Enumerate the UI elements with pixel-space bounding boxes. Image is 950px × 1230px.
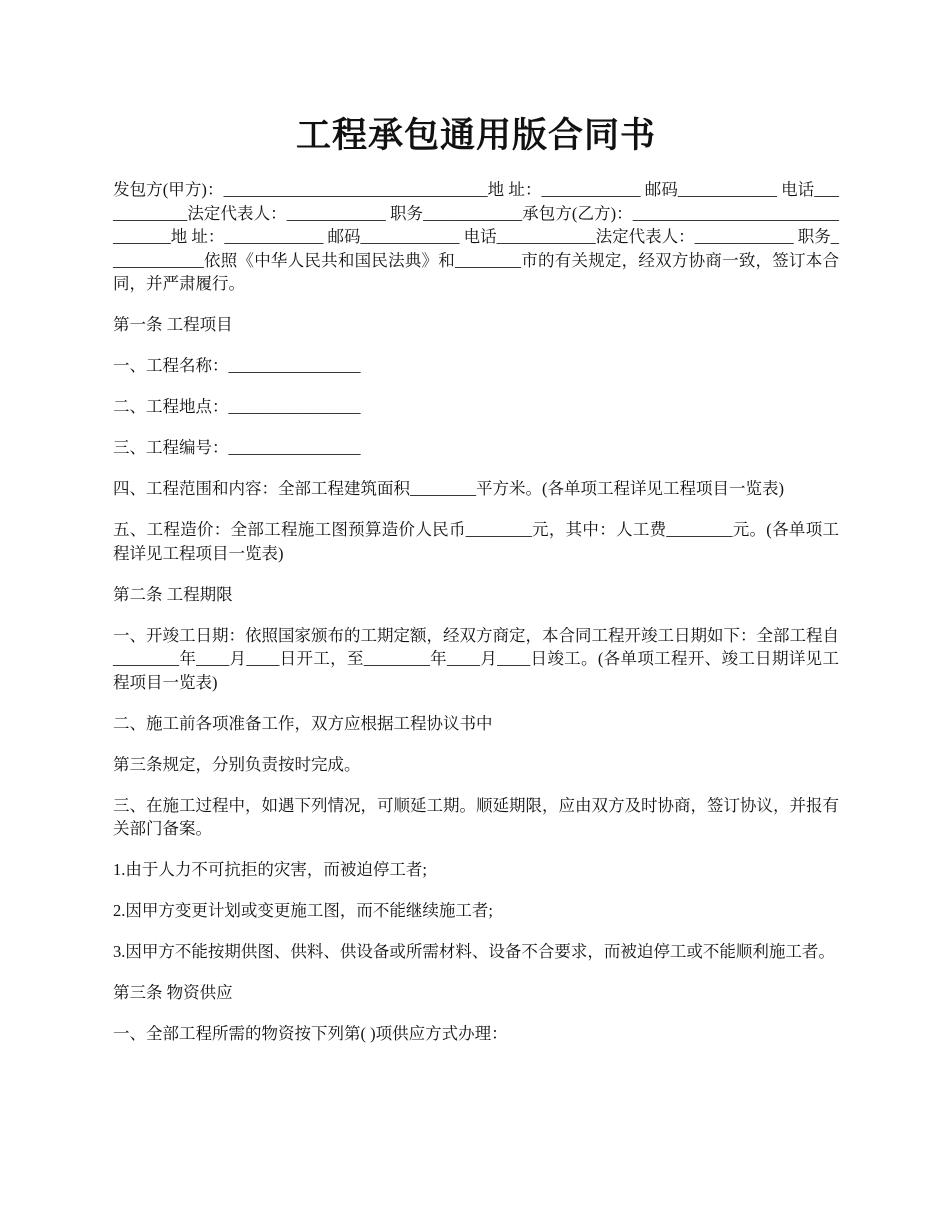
list-item: 1.由于人力不可抗拒的灾害，而被迫停工者; <box>113 860 427 879</box>
clause-paragraph: 第三条规定，分别负责按时完成。 <box>113 754 361 774</box>
clause-paragraph: 三、在施工过程中，如遇下列情况，可顺延工期。顺延期限，应由双方及时协商，签订协议，并报有关部门备案。 <box>113 795 839 838</box>
clause-paragraph: 一、全部工程所需的物资按下列第( )项供应方式办理： <box>113 1024 508 1043</box>
document-title: 工程承包通用版合同书 <box>295 116 656 155</box>
clause-paragraph: 一、开竣工日期：依照国家颁布的工期定额，经双方商定，本合同工程开竣工日期如下：全部工程自________年____月____日开工，至________年____月____日竣工。(各单项工程开、竣工日期详见工程项目一览表) <box>113 625 839 692</box>
clause-paragraph: 四、工程范围和内容：全部工程建筑面积________平方米。(各单项工程详见工程项目一览表) <box>113 479 784 498</box>
document-body <box>113 178 839 1063</box>
clause-paragraph: 二、工程地点：________________ <box>113 397 361 416</box>
list-item: 2.因甲方变更计划或变更施工图，而不能继续施工者; <box>113 901 493 920</box>
section-heading: 第二条 工程期限 <box>113 584 233 604</box>
clause-paragraph: 一、工程名称：________________ <box>113 356 361 375</box>
section-heading: 第一条 工程项目 <box>113 315 233 334</box>
clause-paragraph: 二、施工前各项准备工作，双方应根据工程协议书中 <box>113 713 493 733</box>
section-heading: 第三条 物资供应 <box>113 983 233 1002</box>
list-item: 3.因甲方不能按期供图、供料、供设备或所需材料、设备不合要求，而被迫停工或不能顺利施工者。 <box>113 942 835 961</box>
contract-parties-paragraph: 发包方(甲方)：________________________________地 址：____________ 邮码____________ 电话____________法定代表人：____________ 职务____________承包方(乙方)：________________________________地 址：____________ 邮码____________ 电话____________法定代表人：____________ 职务____________依照《中华人民共和国民法典》和________市的有关规定，经双方协商一致，签订本合同，并严肃履行。 <box>113 180 839 293</box>
clause-paragraph: 三、工程编号：________________ <box>113 438 361 457</box>
clause-paragraph: 五、工程造价：全部工程施工图预算造价人民币________元，其中：人工费________元。(各单项工程详见工程项目一览表) <box>113 520 839 563</box>
